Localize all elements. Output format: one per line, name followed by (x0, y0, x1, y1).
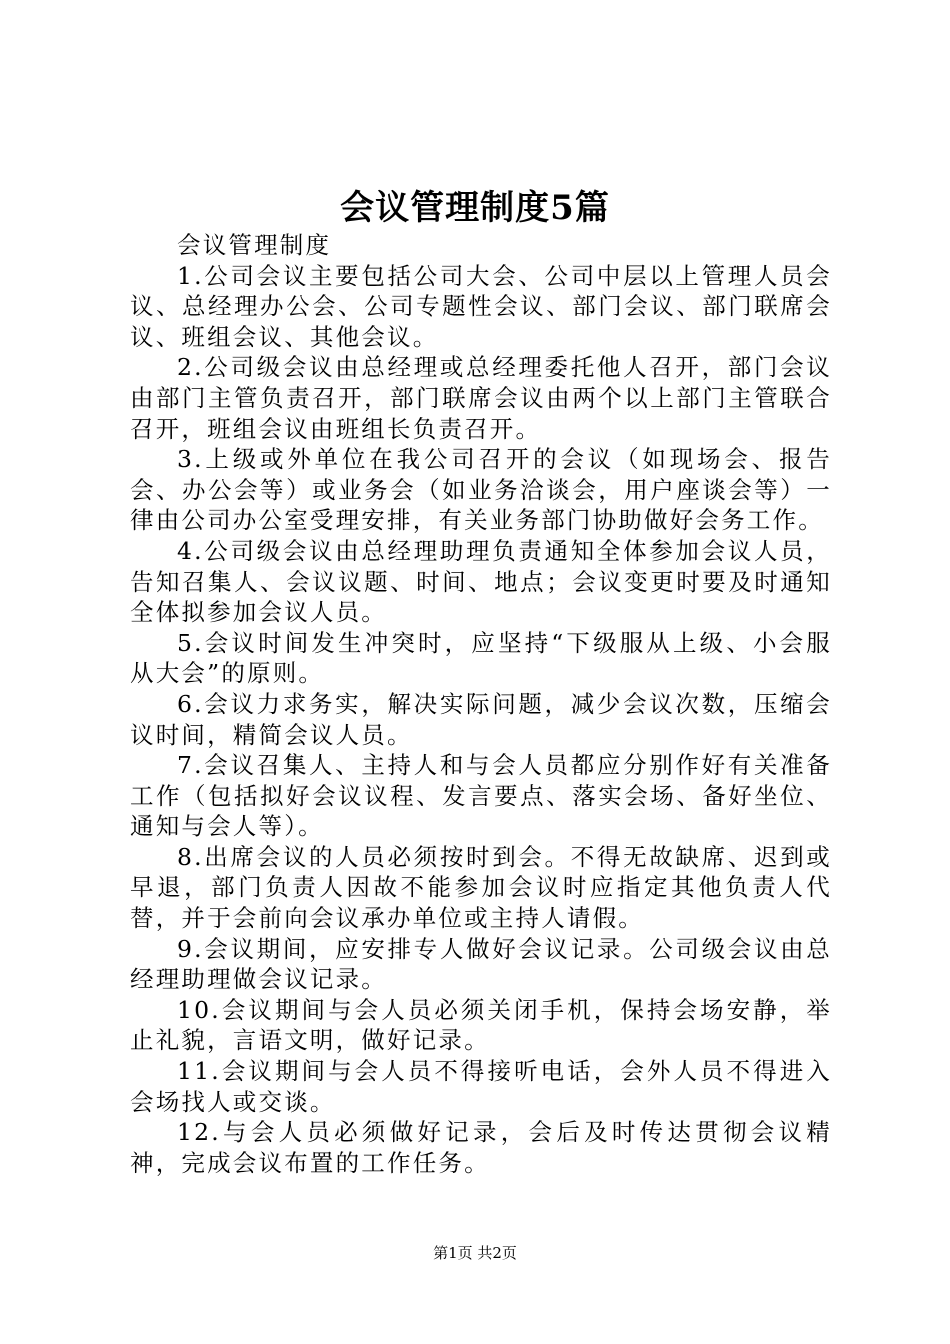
paragraph: 8.出席会议的人员必须按时到会。不得无故缺席、迟到或早退，部门负责人因故不能参加会议时应指定其他负责人代替，并于会前向会议承办单位或主持人请假。 (130, 842, 832, 933)
paragraph: 5.会议时间发生冲突时，应坚持“下级服从上级、小会服从大会”的原则。 (130, 628, 832, 688)
section-heading: 会议管理制度 (177, 231, 332, 259)
document-body (130, 230, 832, 1178)
document-title: 会议管理制度5篇 (340, 188, 610, 228)
paragraph: 6.会议力求务实，解决实际问题，减少会议次数，压缩会议时间，精简会议人员。 (130, 689, 832, 749)
paragraph: 7.会议召集人、主持人和与会人员都应分别作好有关准备工作（包括拟好会议议程、发言要点、落实会场、备好坐位、通知与会人等）。 (130, 751, 832, 841)
paragraph: 10.会议期间与会人员必须关闭手机，保持会场安静，举止礼貌，言语文明，做好记录。 (130, 995, 832, 1055)
paragraph: 3.上级或外单位在我公司召开的会议（如现场会、报告会、办公会等）或业务会（如业务洽谈会，用户座谈会等）一律由公司办公室受理安排，有关业务部门协助做好会务工作。 (130, 445, 832, 535)
paragraph: 11.会议期间与会人员不得接听电话，会外人员不得进入会场找人或交谈。 (130, 1057, 832, 1116)
paragraph: 9.会议期间，应安排专人做好会议记录。公司级会议由总经理助理做会议记录。 (130, 934, 832, 994)
paragraph: 4.公司级会议由总经理助理负责通知全体参加会议人员，告知召集人、会议议题、时间、地点；会议变更时要及时通知全体拟参加会议人员。 (130, 536, 832, 627)
paragraph: 12.与会人员必须做好记录，会后及时传达贯彻会议精神，完成会议布置的工作任务。 (130, 1118, 832, 1177)
paragraph: 1.公司会议主要包括公司大会、公司中层以上管理人员会议、总经理办公会、公司专题性会议、部门会议、部门联席会议、班组会议、其他会议。 (130, 261, 832, 351)
page-number-footer: 第1页 共2页 (433, 1244, 517, 1262)
paragraph: 2.公司级会议由总经理或总经理委托他人召开，部门会议由部门主管负责召开，部门联席会议由两个以上部门主管联合召开，班组会议由班组长负责召开。 (130, 353, 832, 443)
